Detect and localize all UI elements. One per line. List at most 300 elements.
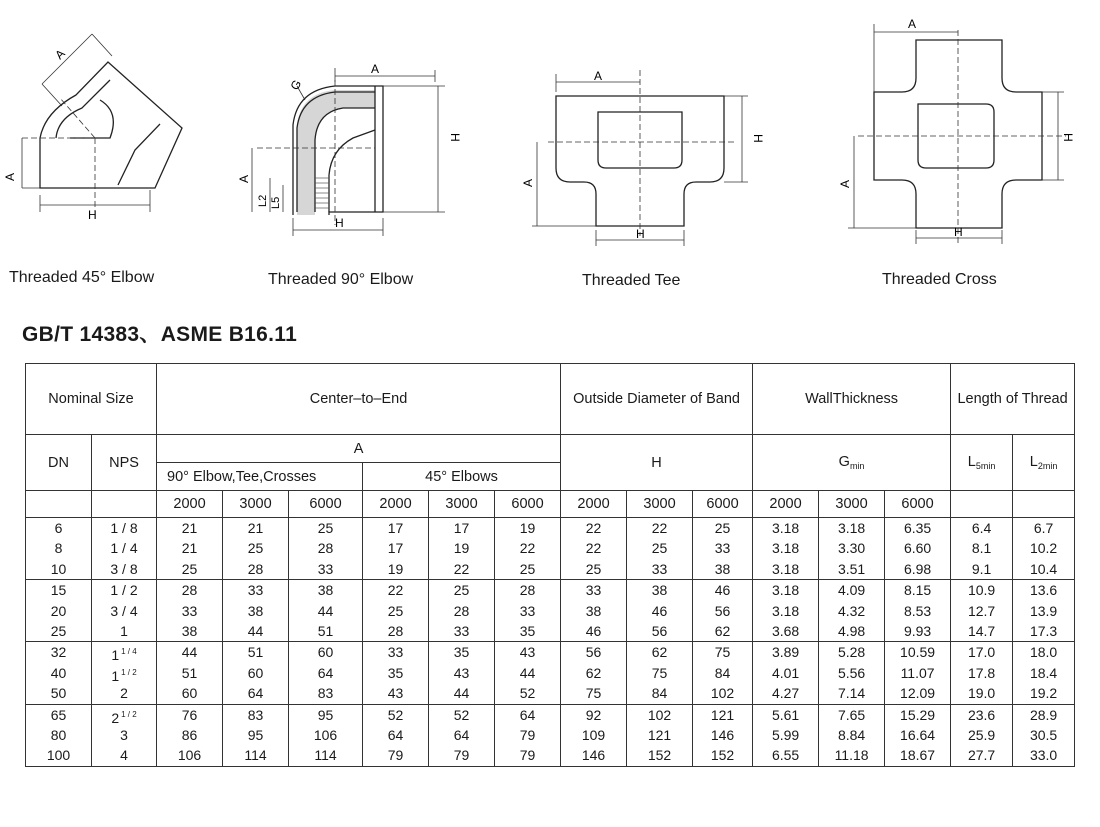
value: 3.30 — [837, 540, 866, 557]
value: 25 — [181, 560, 198, 577]
value: 17 — [387, 520, 404, 536]
value: 10.2 — [1029, 540, 1058, 557]
header-nps: NPS — [92, 435, 157, 491]
value-cell — [223, 642, 289, 704]
value: 86 — [181, 726, 198, 743]
value: 17 — [387, 540, 404, 557]
value: 102 — [647, 706, 672, 723]
value-cell — [289, 642, 363, 704]
value: 109 — [581, 726, 606, 743]
standard-title: GB/T 14383、ASME B16.11 — [22, 323, 298, 346]
value-cell — [1013, 518, 1075, 580]
dim-a-label-2: A — [52, 46, 68, 63]
nps-value — [92, 642, 156, 662]
value-cell — [289, 580, 363, 642]
l5-subscript: 5min — [975, 461, 996, 471]
value: 16.64 — [900, 726, 936, 743]
value-cell — [289, 704, 363, 766]
elbow-90-drawing — [235, 0, 460, 265]
value: 33 — [247, 582, 264, 599]
value: 43 — [387, 685, 404, 702]
value: 10.4 — [1029, 560, 1058, 577]
value: 28.9 — [1029, 706, 1058, 723]
value: 64 — [453, 726, 470, 743]
value-cell — [627, 642, 693, 704]
dn-value: 32 — [50, 644, 67, 661]
value: 12.09 — [900, 685, 936, 702]
header-g-min — [753, 435, 951, 491]
value-cell — [819, 580, 885, 642]
value-cell — [1013, 580, 1075, 642]
value-cell — [363, 642, 429, 704]
dn-value: 40 — [50, 664, 67, 681]
dn-value: 8 — [54, 540, 63, 557]
l2-subscript: 2min — [1037, 461, 1058, 471]
value: 60 — [317, 644, 334, 661]
value: 33 — [453, 622, 470, 639]
value-cell — [627, 518, 693, 580]
value-cell — [157, 518, 223, 580]
value: 17.8 — [967, 664, 996, 681]
value: 44 — [181, 644, 198, 661]
value-cell — [429, 642, 495, 704]
value: 3.18 — [771, 520, 800, 536]
value: 25 — [519, 560, 536, 577]
dim-a-label: A — [3, 172, 17, 181]
class-blank-nps — [92, 491, 157, 518]
value-cell — [561, 642, 627, 704]
value: 44 — [247, 622, 264, 639]
dn-value: 6 — [54, 520, 63, 536]
value: 9.1 — [971, 560, 992, 577]
value: 33 — [181, 602, 198, 619]
value: 84 — [651, 685, 668, 702]
dn-value: 15 — [50, 582, 67, 599]
value-cell — [693, 518, 753, 580]
value: 8.84 — [837, 726, 866, 743]
elbow-45-drawing — [0, 0, 200, 265]
value: 7.65 — [837, 706, 866, 723]
value-cell — [819, 704, 885, 766]
value: 22 — [585, 520, 602, 536]
value: 8.1 — [971, 540, 992, 557]
value: 52 — [519, 685, 536, 702]
value: 27.7 — [967, 747, 996, 764]
nps-value — [92, 538, 156, 558]
dn-value: 80 — [50, 726, 67, 743]
value: 11.18 — [834, 747, 869, 764]
value: 60 — [181, 685, 198, 702]
dn-value: 25 — [50, 622, 67, 639]
value: 12.7 — [967, 602, 996, 619]
value: 33 — [585, 582, 602, 599]
value: 79 — [453, 747, 470, 764]
value: 35 — [453, 644, 470, 661]
table-row-group — [26, 704, 1075, 766]
figure-tee — [520, 0, 780, 265]
value: 4.32 — [837, 602, 866, 619]
value: 28 — [317, 540, 334, 557]
value: 22 — [453, 560, 470, 577]
value: 83 — [247, 706, 264, 723]
value-cell — [561, 580, 627, 642]
value: 28 — [181, 582, 198, 599]
value: 35 — [387, 664, 404, 681]
class-header-cell: 6000 — [885, 491, 951, 518]
tee-drawing — [520, 0, 780, 265]
header-nominal-size: Nominal Size — [26, 364, 157, 435]
table-row-group — [26, 580, 1075, 642]
nps-cell — [92, 580, 157, 642]
value: 13.9 — [1029, 602, 1058, 619]
value: 33 — [651, 560, 668, 577]
header-h: H — [561, 435, 753, 491]
caption-45-elbow: Threaded 45° Elbow — [9, 269, 155, 286]
header-45-elbows: 45° Elbows — [363, 463, 561, 491]
value: 52 — [387, 706, 404, 723]
value: 114 — [244, 747, 267, 764]
value: 9.93 — [903, 622, 932, 639]
value: 95 — [317, 706, 334, 723]
class-header-cell: 2000 — [561, 491, 627, 518]
dn-value: 10 — [50, 560, 67, 577]
header-center-to-end: Center–to–End — [157, 364, 561, 435]
value-cell — [951, 642, 1013, 704]
value: 3.68 — [771, 622, 800, 639]
header-l5min — [951, 435, 1013, 491]
value-cell — [693, 580, 753, 642]
dim-h-label: H — [88, 208, 97, 222]
nps-whole: 1 — [111, 667, 120, 684]
nps-value — [92, 601, 156, 621]
class-header-cell: 6000 — [495, 491, 561, 518]
nps-value — [92, 745, 156, 765]
value: 8.15 — [903, 582, 932, 599]
value-cell — [495, 518, 561, 580]
value-cell — [753, 642, 819, 704]
header-a: A — [157, 435, 561, 463]
header-wall-thickness: WallThickness — [753, 364, 951, 435]
value: 3.18 — [771, 582, 800, 599]
value: 28 — [519, 582, 536, 599]
l2-letter: L — [1029, 454, 1038, 470]
value: 22 — [519, 540, 536, 557]
value: 75 — [585, 685, 602, 702]
value-cell — [157, 580, 223, 642]
value-cell — [693, 642, 753, 704]
class-header-cell: 6000 — [693, 491, 753, 518]
value: 146 — [710, 726, 735, 743]
pressure-class-row — [26, 491, 1075, 518]
value: 64 — [247, 685, 264, 702]
value: 18.4 — [1029, 664, 1058, 681]
dn-cell — [26, 580, 92, 642]
value-cell — [753, 580, 819, 642]
table-row-group — [26, 518, 1075, 580]
value: 3.18 — [771, 540, 800, 557]
nps-whole: 3 / 8 — [110, 560, 138, 577]
value: 62 — [585, 664, 602, 681]
value: 30.5 — [1029, 726, 1058, 743]
dim-l2-label: L2 — [257, 194, 269, 207]
dim-a-left-label: A — [237, 174, 251, 183]
value: 5.28 — [837, 644, 866, 661]
value: 56 — [585, 644, 602, 661]
value-cell — [223, 518, 289, 580]
nps-cell — [92, 642, 157, 704]
dim-h-right-label: H — [1061, 133, 1075, 142]
value: 25 — [651, 540, 668, 557]
caption-tee: Threaded Tee — [582, 272, 681, 289]
value: 95 — [247, 726, 264, 743]
nps-value — [92, 518, 156, 538]
value-cell — [429, 580, 495, 642]
class-header-cell: 2000 — [753, 491, 819, 518]
nps-whole: 1 / 4 — [110, 540, 138, 557]
value: 38 — [317, 582, 334, 599]
value: 38 — [651, 582, 668, 599]
value: 3.18 — [837, 520, 866, 536]
value-cell — [951, 580, 1013, 642]
class-header-cell: 3000 — [223, 491, 289, 518]
value: 19 — [387, 560, 404, 577]
value: 5.61 — [771, 706, 800, 723]
value-cell — [495, 704, 561, 766]
value: 3.51 — [837, 560, 866, 577]
value: 23.6 — [967, 706, 996, 723]
value: 18.67 — [900, 747, 936, 764]
nps-value — [92, 705, 156, 725]
value-cell — [495, 642, 561, 704]
value: 25 — [247, 540, 264, 557]
value: 19 — [453, 540, 470, 557]
value: 4.09 — [837, 582, 866, 599]
value: 6.4 — [971, 520, 992, 536]
value-cell — [363, 518, 429, 580]
cross-drawing — [830, 0, 1080, 265]
value: 64 — [519, 706, 536, 723]
nps-whole: 3 — [120, 726, 128, 743]
value: 3.89 — [771, 644, 800, 661]
value-cell — [693, 704, 753, 766]
value: 46 — [714, 582, 731, 599]
value: 6.7 — [1033, 520, 1054, 536]
value: 8.53 — [903, 602, 932, 619]
value-cell — [819, 642, 885, 704]
value: 28 — [247, 560, 264, 577]
dn-value: 20 — [50, 602, 67, 619]
class-blank-thread — [951, 491, 1013, 518]
figure-90-elbow — [235, 0, 460, 265]
value-cell — [561, 518, 627, 580]
value: 25 — [714, 520, 731, 536]
dim-h-bottom-label: H — [636, 227, 645, 241]
nps-value — [92, 683, 156, 703]
value: 76 — [181, 706, 198, 723]
value: 4.01 — [771, 664, 800, 681]
value: 152 — [710, 747, 735, 764]
dim-a-top-label: A — [908, 17, 917, 31]
value: 14.7 — [967, 622, 996, 639]
value: 51 — [247, 644, 264, 661]
value: 25 — [317, 520, 334, 536]
nps-cell — [92, 518, 157, 580]
value-cell — [951, 518, 1013, 580]
value: 28 — [387, 622, 404, 639]
value: 19.0 — [967, 685, 996, 702]
value: 21 — [247, 520, 264, 536]
nps-whole: 4 — [120, 747, 128, 764]
table-body — [26, 518, 1075, 767]
nps-whole: 1 / 2 — [110, 582, 138, 599]
value: 19.2 — [1029, 685, 1058, 702]
figure-cross — [830, 0, 1080, 265]
value: 56 — [714, 602, 731, 619]
table-row-group — [26, 642, 1075, 704]
value: 17.0 — [967, 644, 996, 661]
value-cell — [223, 704, 289, 766]
value-cell — [627, 580, 693, 642]
value-cell — [289, 518, 363, 580]
value: 43 — [453, 664, 470, 681]
value: 33 — [317, 560, 334, 577]
value: 84 — [714, 664, 731, 681]
value: 38 — [247, 602, 264, 619]
value: 18.0 — [1029, 644, 1058, 661]
value: 17.3 — [1029, 622, 1058, 639]
class-header-cell: 3000 — [819, 491, 885, 518]
nps-whole: 3 / 4 — [110, 602, 138, 619]
g-letter: G — [838, 454, 850, 470]
value: 22 — [651, 520, 668, 536]
value: 92 — [585, 706, 602, 723]
value: 6.98 — [903, 560, 932, 577]
dim-h-right-label: H — [751, 134, 765, 143]
dn-value: 50 — [50, 685, 67, 702]
g-subscript: min — [849, 461, 865, 471]
value: 33 — [714, 540, 731, 557]
value: 79 — [519, 747, 536, 764]
value: 114 — [314, 747, 337, 764]
dim-g-label: G — [287, 77, 305, 93]
value-cell — [429, 518, 495, 580]
value-cell — [885, 642, 951, 704]
class-header-cell: 3000 — [627, 491, 693, 518]
value: 10.9 — [967, 582, 996, 599]
value: 79 — [387, 747, 404, 764]
value: 25 — [387, 602, 404, 619]
value: 25 — [585, 560, 602, 577]
value-cell — [753, 704, 819, 766]
value-cell — [753, 518, 819, 580]
value: 21 — [181, 540, 198, 557]
value: 106 — [177, 747, 202, 764]
nps-value — [92, 559, 156, 579]
value: 75 — [714, 644, 731, 661]
dn-cell — [26, 642, 92, 704]
caption-cross: Threaded Cross — [882, 271, 997, 288]
value: 79 — [519, 726, 536, 743]
l5-letter: L — [967, 454, 976, 470]
dn-cell — [26, 704, 92, 766]
dim-a-top-label: A — [594, 69, 603, 83]
value: 83 — [317, 685, 334, 702]
nps-value — [92, 725, 156, 745]
value: 33 — [387, 644, 404, 661]
value: 46 — [585, 622, 602, 639]
value: 46 — [651, 602, 668, 619]
value-cell — [627, 704, 693, 766]
value: 3.18 — [771, 602, 800, 619]
value: 33.0 — [1029, 747, 1058, 764]
nps-whole: 1 / 8 — [110, 520, 138, 536]
value: 28 — [453, 602, 470, 619]
value: 52 — [453, 706, 470, 723]
dim-h-bottom-label: H — [335, 216, 344, 230]
value: 51 — [317, 622, 334, 639]
dimension-table — [25, 363, 1075, 767]
class-blank-thread — [1013, 491, 1075, 518]
value: 6.35 — [903, 520, 932, 536]
value: 146 — [581, 747, 606, 764]
value: 3.18 — [771, 560, 800, 577]
nps-fraction: 1 / 2 — [121, 667, 137, 677]
value: 11.07 — [900, 664, 935, 681]
value-cell — [363, 580, 429, 642]
value-cell — [157, 642, 223, 704]
value: 51 — [181, 664, 198, 681]
value: 5.56 — [837, 664, 866, 681]
header-90-elbow-tee-crosses: 90° Elbow,Tee,Crosses — [157, 463, 363, 491]
value-cell — [495, 580, 561, 642]
value: 33 — [519, 602, 536, 619]
value: 62 — [651, 644, 668, 661]
value: 106 — [313, 726, 338, 743]
value: 38 — [714, 560, 731, 577]
value: 25 — [453, 582, 470, 599]
value: 43 — [519, 644, 536, 661]
value-cell — [885, 580, 951, 642]
dim-h-bottom-label: H — [954, 225, 963, 239]
dim-a-left-label: A — [521, 178, 535, 187]
nps-whole: 2 — [111, 709, 120, 726]
class-header-cell: 3000 — [429, 491, 495, 518]
value-cell — [1013, 704, 1075, 766]
value-cell — [885, 518, 951, 580]
header-dn: DN — [26, 435, 92, 491]
nps-value — [92, 663, 156, 683]
value: 21 — [181, 520, 198, 536]
header-l2min — [1013, 435, 1075, 491]
dim-a-left-label: A — [838, 179, 852, 188]
value-cell — [157, 704, 223, 766]
value: 4.27 — [771, 685, 800, 702]
value: 64 — [387, 726, 404, 743]
nps-whole: 1 — [111, 647, 120, 664]
value: 121 — [647, 726, 672, 743]
value: 64 — [317, 664, 334, 681]
nps-cell — [92, 704, 157, 766]
value: 38 — [181, 622, 198, 639]
dn-cell — [26, 518, 92, 580]
dim-h-right-label: H — [448, 133, 462, 142]
nps-fraction: 1 / 4 — [121, 647, 137, 657]
value: 22 — [585, 540, 602, 557]
class-header-cell: 6000 — [289, 491, 363, 518]
value-cell — [1013, 642, 1075, 704]
class-header-cell: 2000 — [363, 491, 429, 518]
value: 7.14 — [837, 685, 866, 702]
